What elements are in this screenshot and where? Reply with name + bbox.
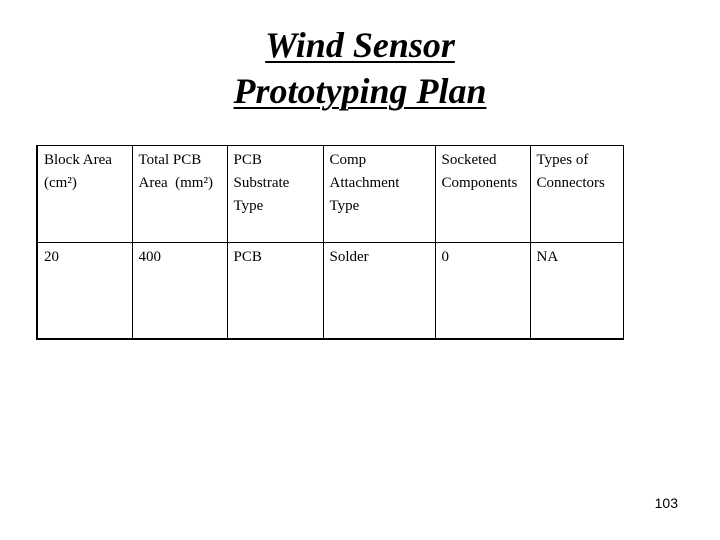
header-line: Connectors — [536, 175, 605, 191]
header-line: Type — [329, 198, 360, 214]
slide-title — [0, 22, 720, 114]
header-line: (cm²) — [44, 175, 77, 191]
header-line: Types of — [536, 152, 589, 168]
table-header-row — [37, 146, 623, 243]
header-line: Socketed — [441, 152, 497, 168]
cell-total-pcb-area: 400 — [132, 243, 227, 340]
header-line: Area (mm²) — [138, 175, 213, 191]
header-line: Comp — [329, 152, 367, 168]
page-number: 103 — [654, 495, 678, 511]
cell-types-of-connectors: NA — [530, 243, 623, 340]
header-line: PCB — [233, 152, 262, 168]
header-line: Total PCB — [138, 152, 202, 168]
table-row — [37, 243, 623, 340]
title-line-1: Wind Sensor — [265, 25, 455, 65]
header-comp-attachment-type — [323, 146, 435, 243]
header-block-area — [37, 146, 132, 243]
cell-comp-attachment-type: Solder — [323, 243, 435, 340]
header-types-of-connectors — [530, 146, 623, 243]
header-line: Block Area — [44, 152, 112, 168]
header-line: Substrate — [233, 175, 290, 191]
header-pcb-substrate-type — [227, 146, 323, 243]
header-total-pcb-area — [132, 146, 227, 243]
header-socketed-components — [435, 146, 530, 243]
header-line: Components — [441, 175, 518, 191]
header-line: Type — [233, 198, 264, 214]
cell-block-area: 20 — [37, 243, 132, 340]
cell-pcb-substrate-type: PCB — [227, 243, 323, 340]
prototyping-plan-table — [36, 145, 624, 340]
cell-socketed-components: 0 — [435, 243, 530, 340]
title-line-2: Prototyping Plan — [233, 71, 487, 111]
header-line: Attachment — [329, 175, 400, 191]
